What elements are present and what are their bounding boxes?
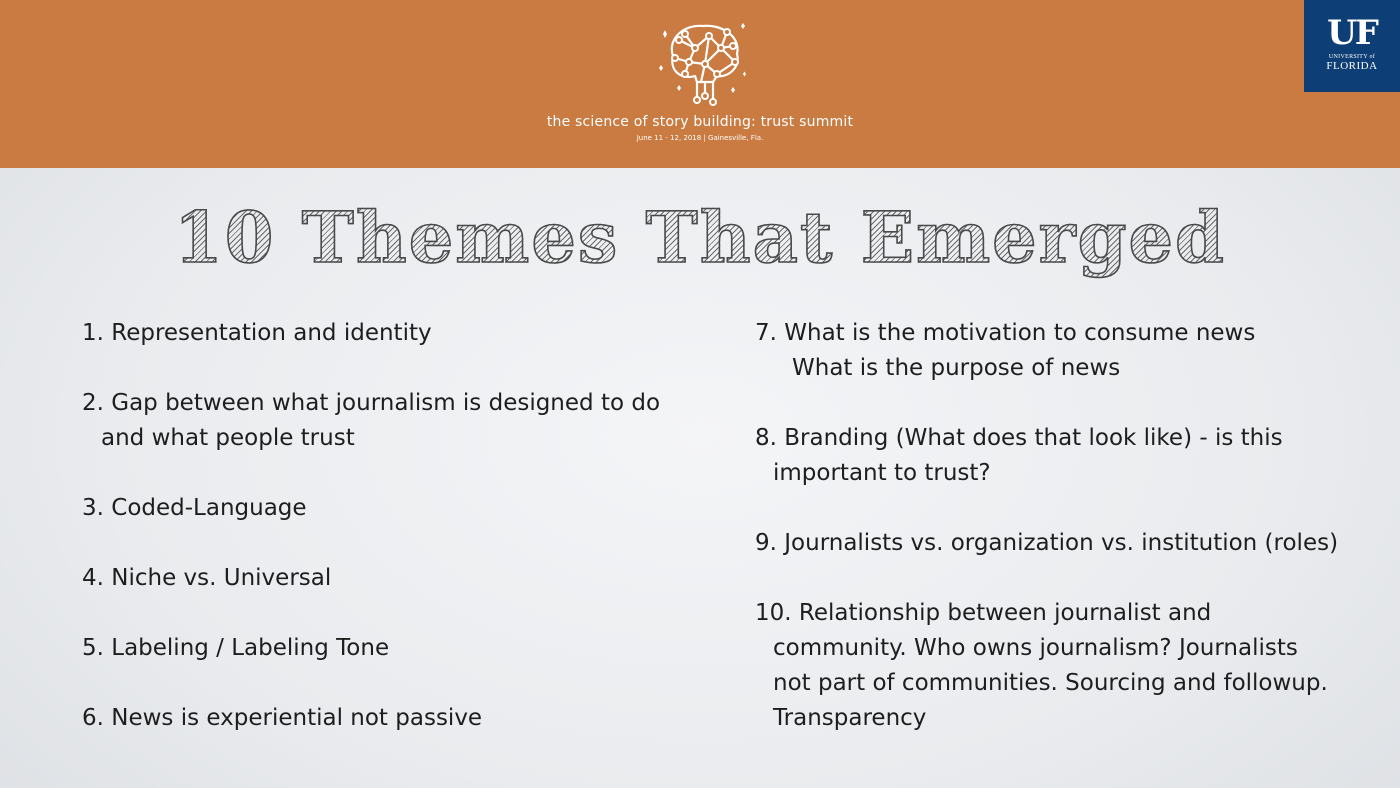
- theme-item: [82, 316, 702, 351]
- theme-text: 6. News is experiential not passive: [82, 705, 483, 731]
- theme-text: not part of communities. Sourcing and followup.: [773, 670, 1328, 696]
- brain-network-icon: [655, 18, 747, 106]
- theme-text: 9. Journalists vs. organization vs. institution (roles): [755, 530, 1339, 556]
- summit-banner: [0, 0, 1400, 168]
- theme-item: [82, 491, 702, 526]
- theme-item: [755, 316, 1375, 386]
- summit-date-location: June 11 - 12, 2018 | Gainesville, Fla.: [636, 134, 764, 142]
- theme-text: 3. Coded-Language: [82, 495, 307, 521]
- theme-text: and what people trust: [101, 425, 355, 451]
- themes-right-column: [755, 316, 1375, 771]
- theme-item: [82, 631, 702, 666]
- theme-text: community. Who owns journalism? Journalists: [773, 635, 1298, 661]
- theme-text: 4. Niche vs. Universal: [82, 565, 332, 591]
- slide-heading: 10 Themes That Emerged: [0, 196, 1400, 280]
- theme-text: important to trust?: [773, 460, 991, 486]
- theme-text: Transparency: [773, 705, 927, 731]
- theme-text: 2. Gap between what journalism is designed to do: [82, 390, 661, 416]
- theme-text: What is the purpose of news: [792, 355, 1121, 381]
- uf-logo-university: UNIVERSITY of: [1328, 54, 1376, 60]
- themes-left-column: [82, 316, 702, 771]
- theme-item: [755, 526, 1375, 561]
- summit-title: the science of story building: trust summit: [546, 114, 854, 130]
- uf-logo: [1304, 0, 1400, 92]
- theme-text: 1. Representation and identity: [82, 320, 432, 346]
- theme-text: 8. Branding (What does that look like) - is this: [755, 425, 1283, 451]
- theme-text: 10. Relationship between journalist and: [755, 600, 1212, 626]
- theme-item: [755, 596, 1375, 736]
- theme-item: [755, 421, 1375, 491]
- uf-logo-florida: FLORIDA: [1326, 60, 1378, 72]
- theme-item: [82, 701, 702, 736]
- theme-text: 5. Labeling / Labeling Tone: [82, 635, 390, 661]
- uf-logo-mark: UF: [1327, 13, 1377, 53]
- theme-item: [82, 561, 702, 596]
- theme-text: 7. What is the motivation to consume news: [755, 320, 1256, 346]
- theme-item: [82, 386, 702, 456]
